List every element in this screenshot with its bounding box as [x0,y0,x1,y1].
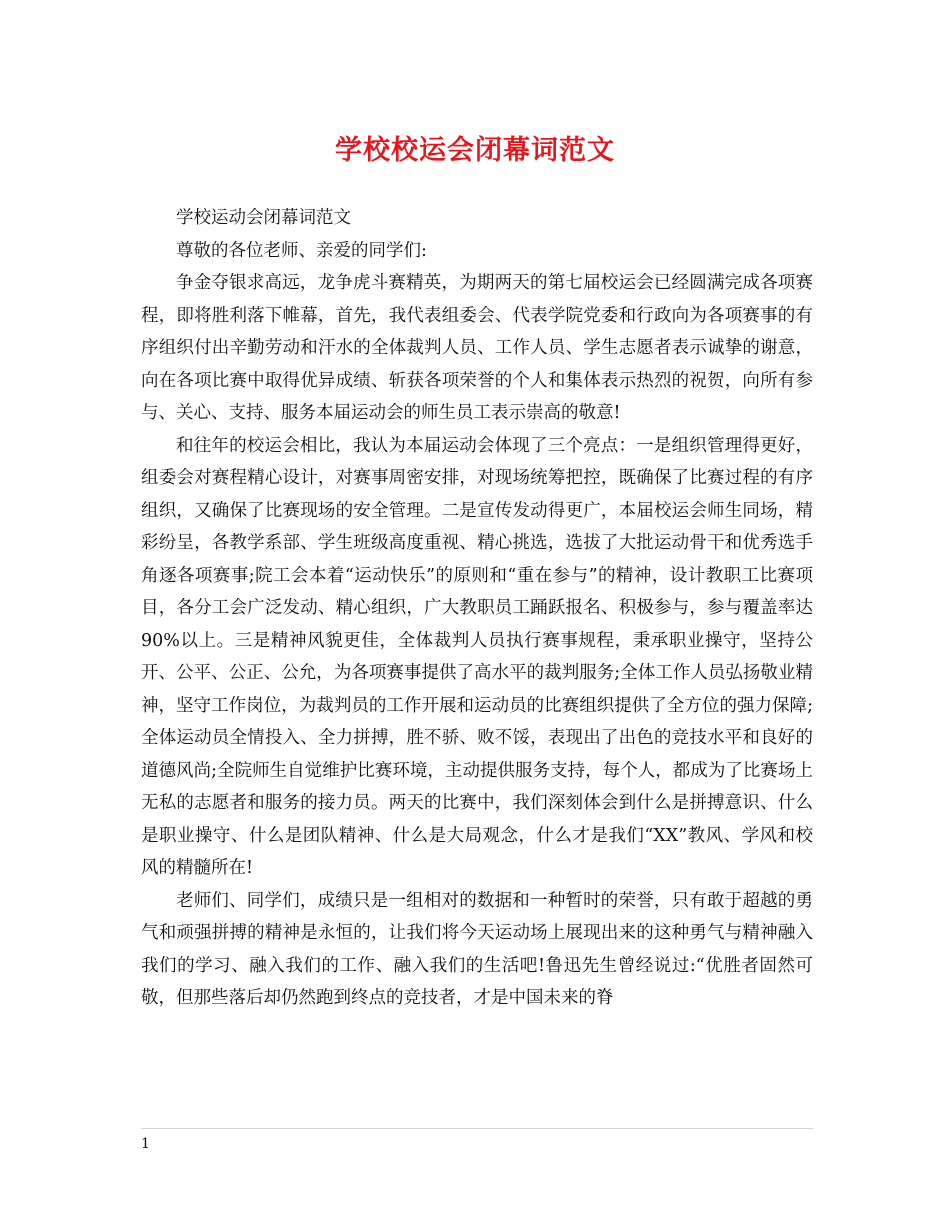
page-number: 1 [141,1136,150,1152]
paragraph: 和往年的校运会相比，我认为本届运动会体现了三个亮点：一是组织管理得更好，组委会对赛程精心设计，对赛事周密安排，对现场统筹把控，既确保了比赛过程的有序组织，又确保了比赛现场的安全管理。二是宣传发动得更广，本届校运会师生同场，精彩纷呈，各教学系部、学生班级高度重视、精心挑选，选拔了大批运动骨干和优秀选手角逐各项赛事;院工会本着“运动快乐”的原则和“重在参与”的精神，设计教职工比赛项目，各分工会广泛发动、精心组织，广大教职员工踊跃报名、积极参与，参与覆盖率达90%以上。三是精神风貌更佳，全体裁判人员执行赛事规程，秉承职业操守，坚持公开、公平、公正、公允，为各项赛事提供了高水平的裁判服务;全体工作人员弘扬敬业精神，坚守工作岗位，为裁判员的工作开展和运动员的比赛组织提供了全方位的强力保障;全体运动员全情投入、全力拼搏，胜不骄、败不馁，表现出了出色的竞技水平和良好的道德风尚;全院师生自觉维护比赛环境，主动提供服务支持，每个人，都成为了比赛场上无私的志愿者和服务的接力员。两天的比赛中，我们深刻体会到什么是拼搏意识、什么是职业操守、什么是团队精神、什么是大局观念，什么才是我们“XX”教风、学风和校风的精髓所在! [141,435,813,878]
salutation: 尊敬的各位老师、亲爱的同学们: [176,240,427,261]
document-body [141,202,813,1015]
subtitle-line: 学校运动会闭幕词范文 [176,208,351,228]
paragraph: 争金夺银求高远，龙争虎斗赛精英，为期两天的第七届校运会已经圆满完成各项赛程，即将胜利落下帷幕，首先，我代表组委会、代表学院党委和行政向为各项赛事的有序组织付出辛勤劳动和汗水的全体裁判人员、工作人员、学生志愿者表示诚挚的谢意，向在各项比赛中取得优异成绩、斩获各项荣誉的个人和集体表示热烈的祝贺，向所有参与、关心、支持、服务本届运动会的师生员工表示崇高的敬意! [141,273,813,423]
paragraph: 老师们、同学们，成绩只是一组相对的数据和一种暂时的荣誉，只有敢于超越的勇气和顽强拼搏的精神是永恒的，让我们将今天运动场上展现出来的这种勇气与精神融入我们的学习、融入我们的工作、融入我们的生活吧!鲁迅先生曾经说过:“优胜者固然可敬，但那些落后却仍然跑到终点的竞技者，才是中国未来的脊 [141,890,813,1008]
footer-divider [141,1128,813,1129]
document-title: 学校校运会闭幕词范文 [335,135,615,166]
